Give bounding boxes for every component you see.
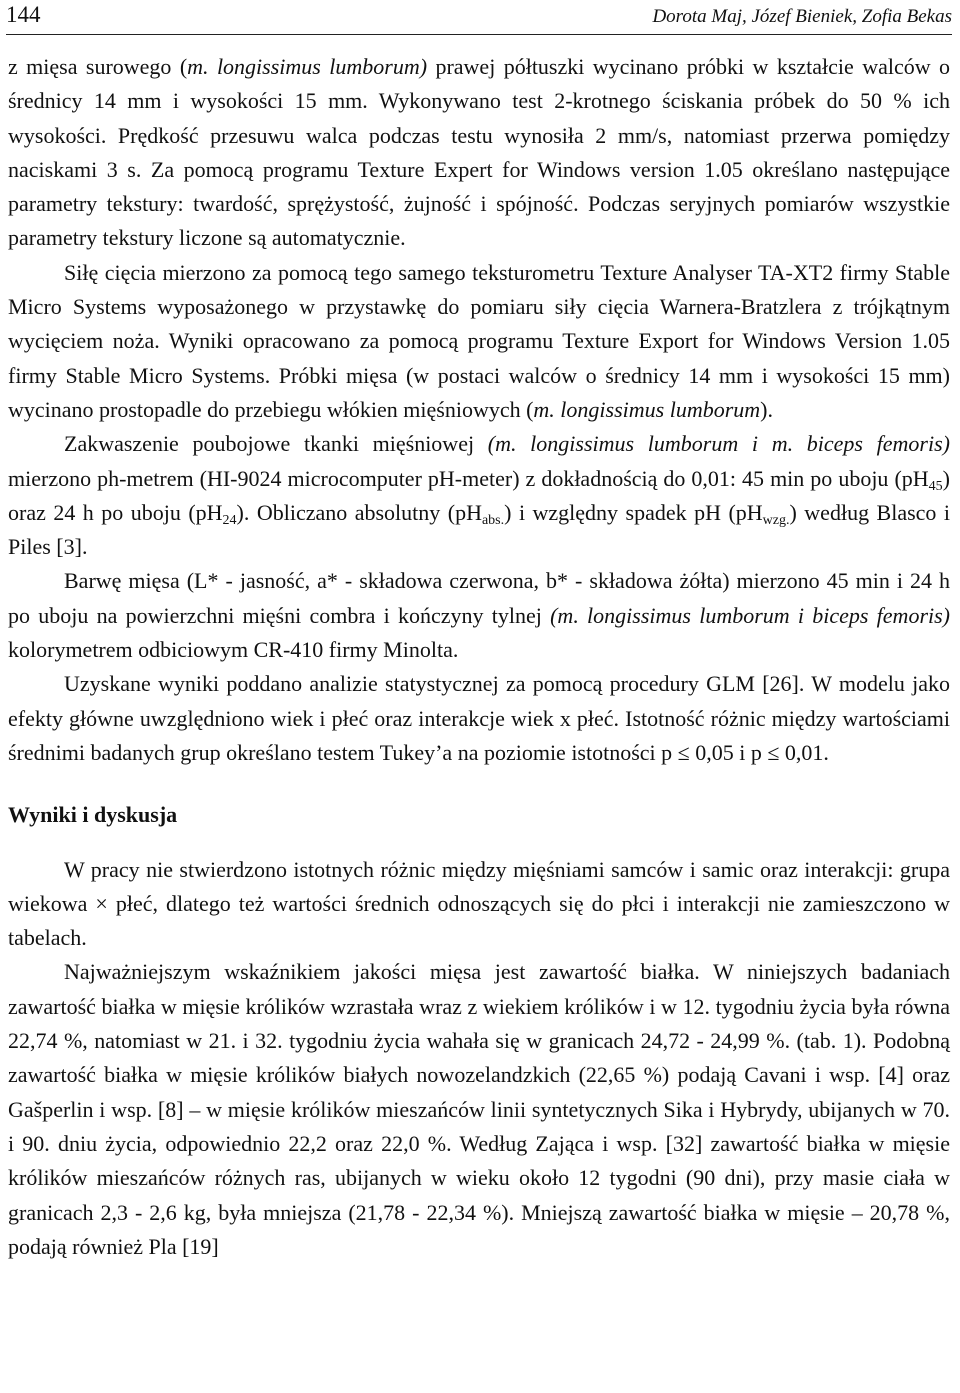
paragraph-statistics: Uzyskane wyniki poddano analizie statystycznej za pomocą procedury GLM [26]. W modelu jako efekty główne uwzględniono wiek i płeć oraz interakcje wiek x płeć. Istotność różnic między wartościami średnimi badanych grup określano testem Tukey’a na poziomie istotności p ≤ 0,05 i p ≤ 0,01. xyxy=(8,671,950,765)
paragraph-protein-content: Najważniejszym wskaźnikiem jakości mięsa jest zawartość białka. W niniejszych badaniach zawartość białka w mięsie królików wzrastała wraz z wiekiem królików i w 12. tygodniu życia była równa 22,74 %, natomiast w 21. i 32. tygodniu życia wahała się w granicach 24,72 - 24,99 %. (tab. 1). Podobną zawartość białka w mięsie królików białych nowozelandzkich (22,65 %) podają Cavani i wsp. [4] oraz Gašperlin i wsp. [8] – w mięsie królików mieszańców linii syntetycznych Sika i Hybrydy, ubijanych w 70. i 90. dniu życia, odpowiednio 22,2 oraz 22,0 %. Według Zająca i wsp. [32] zawartość białka w mięsie królików mieszańców różnych ras, ubijanych w wieku około 12 tygodni (90 dni), przy masie ciała w granicach 2,3 - 2,6 kg, była mniejsza (21,78 - 22,34 %). Mniejszą zawartość białka w mięsie – 20,78 %, podają również Pla [19] xyxy=(8,959,950,1259)
paragraph-acidification: Zakwaszenie poubojowe tkanki mięśniowej (m. longissimus lumborum i m. biceps femoris) mierzono ph-metrem (HI-9024 microcomputer pH-meter) z dokładnością do 0,01: 45 min po uboju $(pH_{45})$ oraz 24 h po uboju $(pH_{24})$. Obliczano absolutny $(pH_{abs.})$ i względny spadek pH $(pH_{wzg.})$ według Blasco i Piles [3]. xyxy=(8,431,950,560)
paragraph-meat-colour: Barwę mięsa (L* - jasność, a* - składowa czerwona, b* - składowa żółta) mierzono 45 min i 24 h po uboju na powierzchni mięśni combra i kończyny tylnej (m. longissimus lumborum i biceps femoris) kolorymetrem odbiciowym CR-410 firmy Minolta. xyxy=(8,568,951,663)
page-header xyxy=(6,0,952,35)
section-heading-results: Wyniki i dyskusja xyxy=(8,802,178,828)
paragraph-shear-force: Siłę cięcia mierzono za pomocą tego samego teksturometru Texture Analyser TA-XT2 firmy Stable Micro Systems wyposażonego w przystawkę do pomiaru siły cięcia Warnera-Bratzlera z trójkątnym wycięciem noża. Wyniki opracowano za pomocą programu Texture Export for Windows Version 1.05 firmy Stable Micro Systems. Próbki mięsa (w postaci walców o średnicy 14 mm i wysokości 15 mm) wycinano prostopadle do przebiegu włókien mięśniowych (m. longissimus lumborum). xyxy=(8,259,950,422)
paragraph-no-differences: W pracy nie stwierdzono istotnych różnic między mięśniami samców i samic oraz interakcji: grupa wiekowa × płeć, dlatego też wartości średnich odnoszących się do płci i interakcji nie zamieszczono w tabelach. xyxy=(8,856,950,951)
section-spacer xyxy=(8,770,950,798)
running-head-authors: Dorota Maj, Józef Bieniek, Zofia Bekas xyxy=(652,6,952,27)
article-body xyxy=(8,50,950,1264)
paragraph-texture-test: z mięsa surowego (m. longissimus lumborum) prawej półtuszki wycinano próbki w kształcie walców o średnicy 14 mm i wysokości 15 mm. Wykonywano test 2-krotnego ściskania próbek do 50 % ich wysokości. Prędkość przesuwu walca podczas testu wynosiła 2 mm/s, natomiast przerwa pomiędzy naciskami 3 s. Za pomocą programu Texture Expert for Windows version 1.05 określano następujące parametry tekstury: twardość, sprężystość, żujność i spójność. Podczas seryjnych pomiarów wszystkie parametry tekstury liczone są automatycznie. xyxy=(8,54,951,251)
page-number: 144 xyxy=(6,2,41,27)
heading-spacer xyxy=(8,833,950,853)
